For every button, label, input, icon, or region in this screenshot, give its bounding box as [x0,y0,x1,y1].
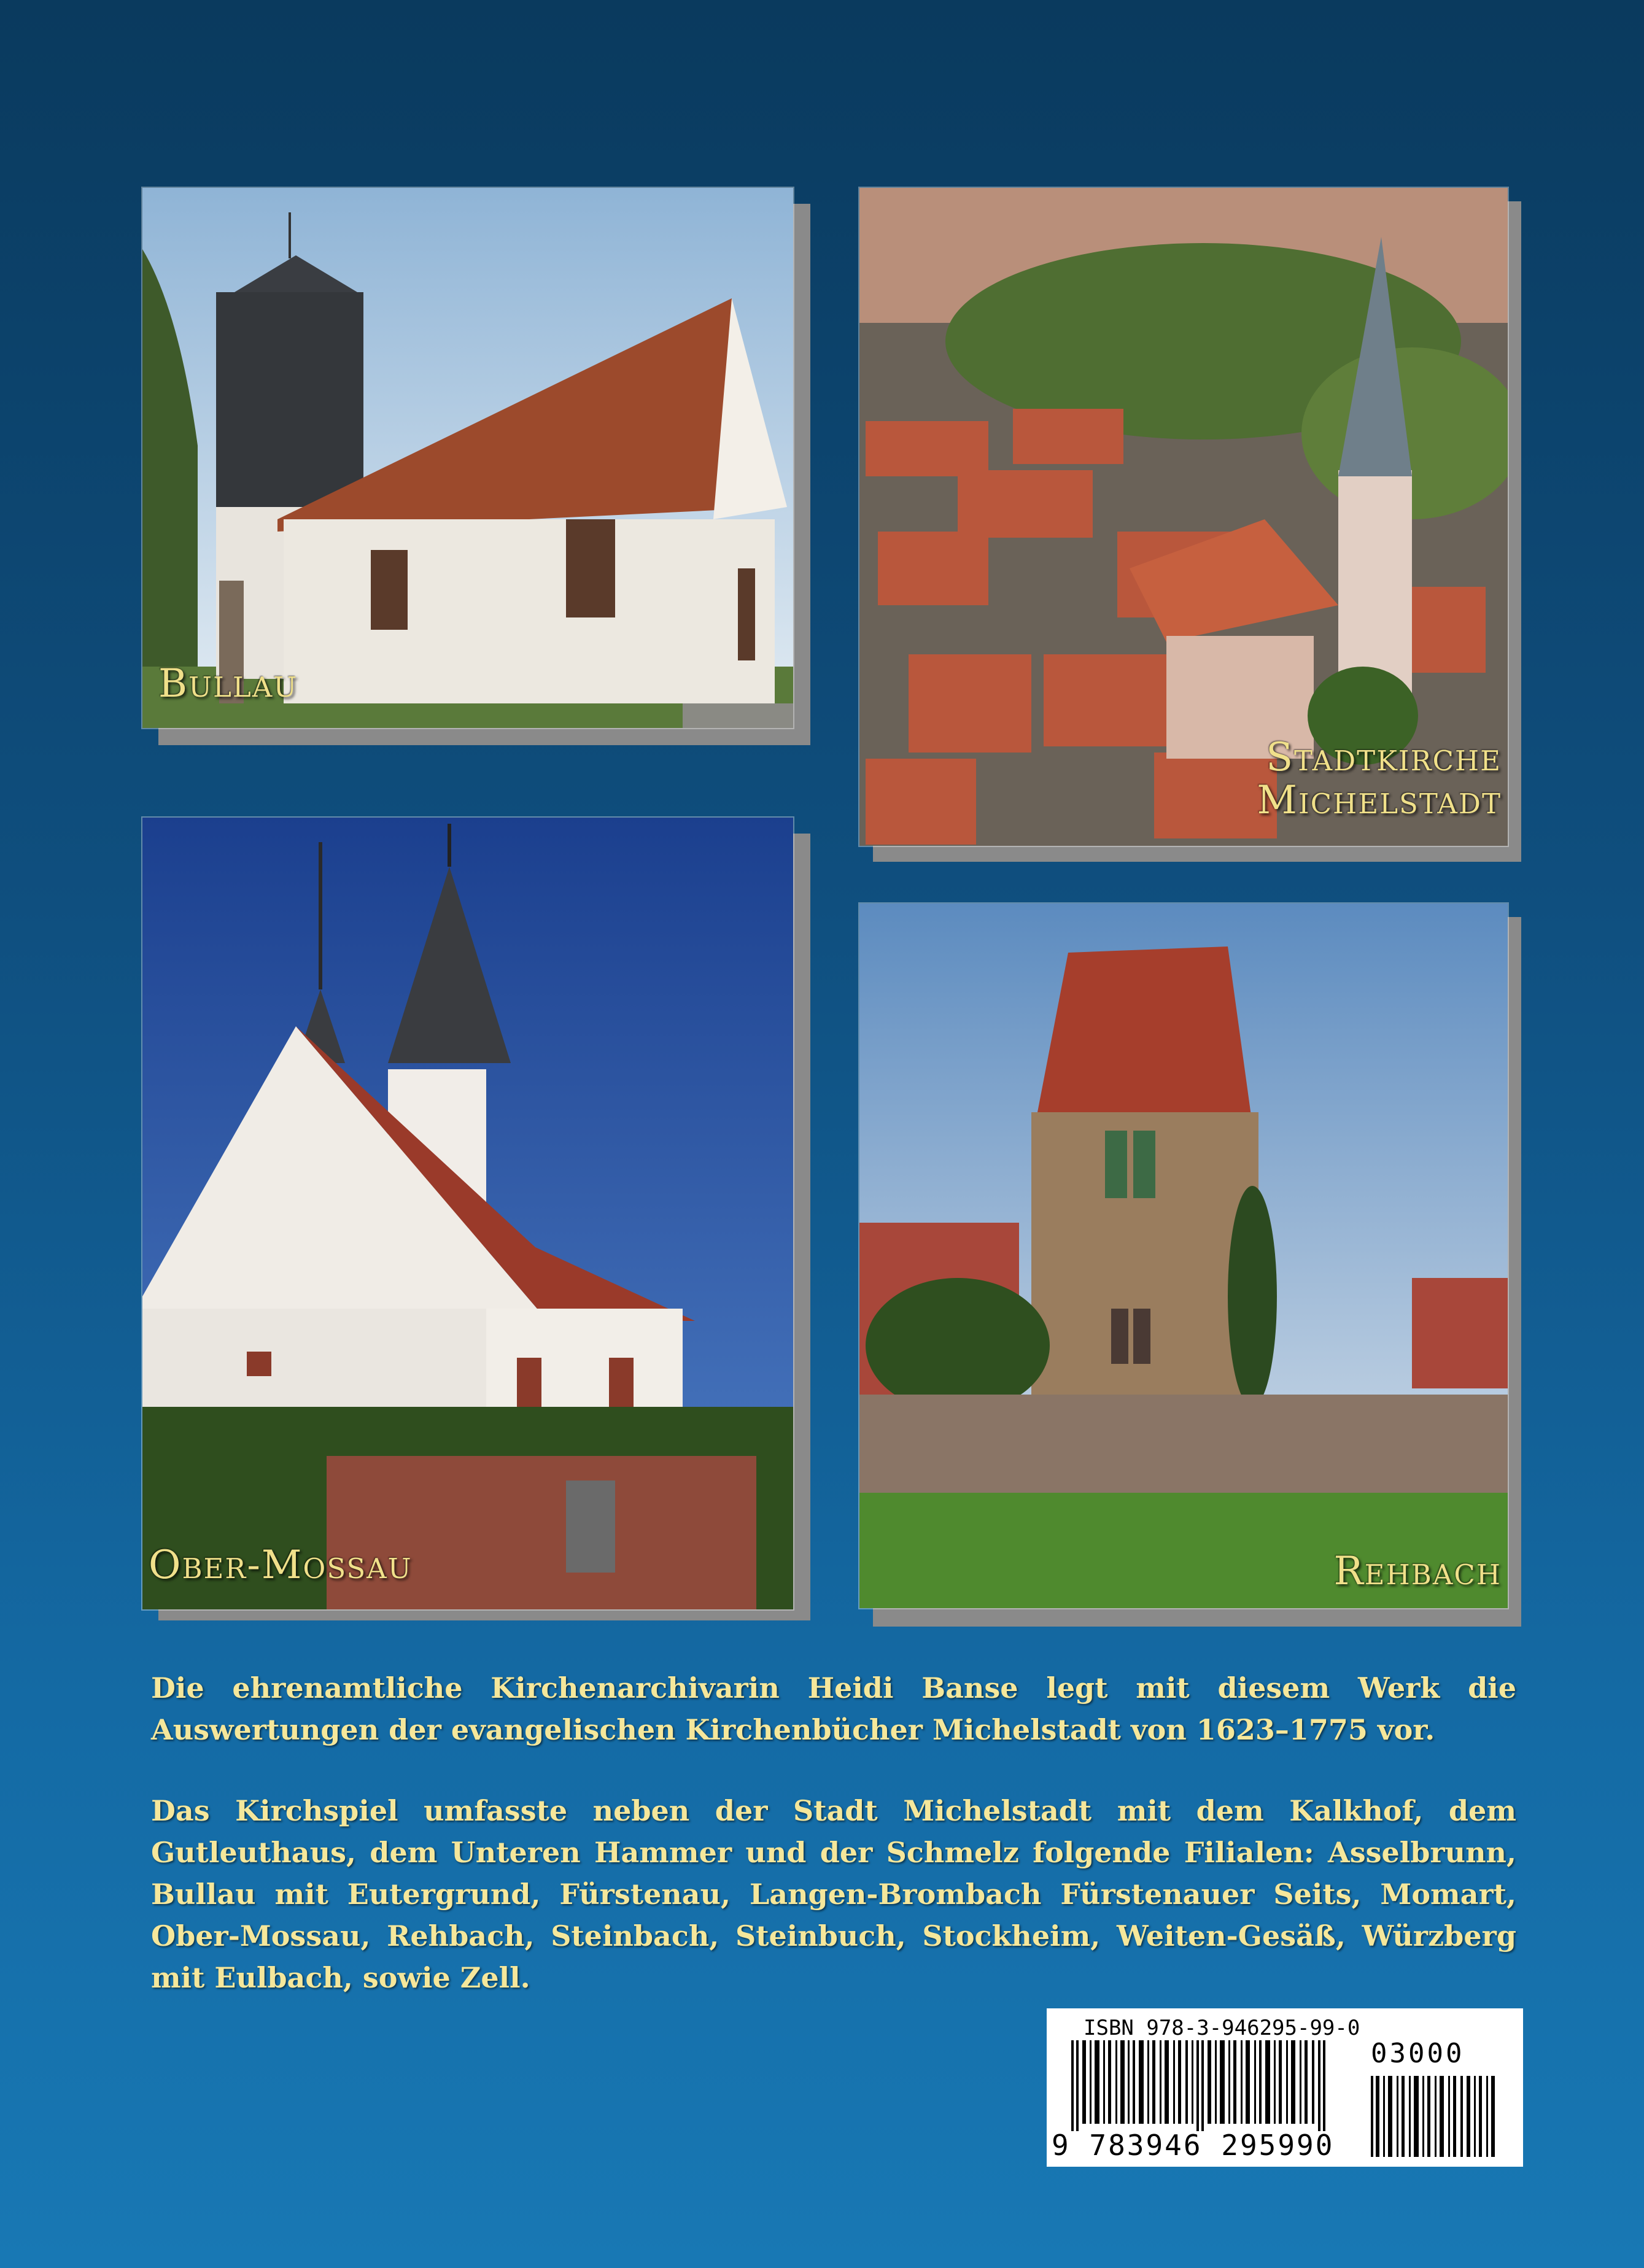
church-ober-mossau-image [142,818,793,1609]
caption-line-1: Stadtkirche [1266,735,1502,780]
photo-rehbach [858,902,1521,1627]
photo-stadtkirche-michelstadt [858,187,1521,862]
church-rehbach-image [859,904,1508,1608]
church-bullau-image [142,188,793,728]
parish-paragraph: Das Kirchspiel umfasste neben der Stadt Michelstadt mit dem Kalkhof, dem Gutleuthaus, dem Unteren Hammer und der Schmelz folgende Filialen: Asselbrunn, Bullau mit Eutergrund, Fürstenau, Langen-Brombach Fürstenauer Seits, Momart, Ober-Mossau, Rehbach, Steinbach, Steinbuch, Stockheim, Weiten-Gesäß, Würzberg mit Eulbach, sowie Zell. [151,1794,1516,1994]
caption-rehbach: Rehbach [1333,1549,1502,1594]
photo-ober-mossau [141,816,810,1620]
caption-stadtkirche [1133,735,1502,823]
caption-line-2: Michelstadt [1257,778,1502,823]
isbn-label: ISBN 978-3-946295-99-0 [1084,2016,1360,2040]
intro-paragraph: Die ehrenamtliche Kirchenarchivarin Heidi Banse legt mit diesem Werk die Auswertungen der evangelischen Kirchenbücher Michelstadt von 1623–1775 vor. [151,1671,1516,1746]
caption-bullau: Bullau [158,661,298,706]
photo-bullau [141,187,810,739]
price-code: 03000 [1371,2038,1465,2069]
isbn-barcode [1047,2008,1523,2167]
caption-ober-mossau: Ober-Mossau [149,1542,413,1588]
ean-digits: 9 783946 295990 [1052,2129,1335,2162]
